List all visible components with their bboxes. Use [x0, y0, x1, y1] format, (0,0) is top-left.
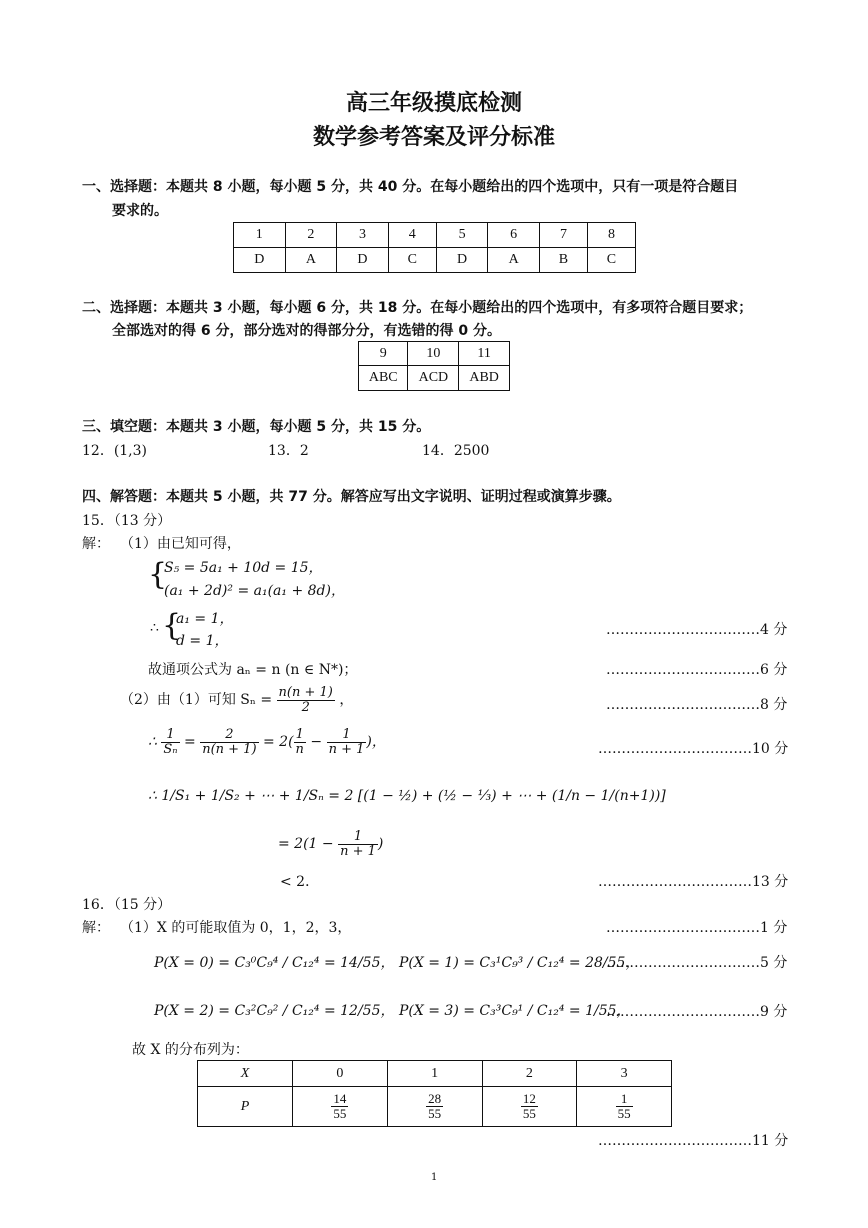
q16-label: 16．（15 分）: [82, 897, 172, 913]
q15-formula: 故通项公式为 aₙ = n (n ∈ N*)；: [148, 662, 358, 678]
distribution-table: [197, 1060, 672, 1127]
table-cell: ABD: [459, 366, 510, 391]
fraction-num: 1: [338, 830, 378, 845]
q16-jie: 解：: [82, 920, 110, 936]
table-cell: 0: [293, 1061, 388, 1087]
q15-part2-text: （2）由（1）可知 Sₙ =: [120, 692, 273, 709]
table-cell: 9: [359, 342, 408, 366]
fraction: [338, 830, 378, 858]
fraction-num: 28: [428, 1091, 442, 1107]
fraction-den: 55: [617, 1106, 631, 1121]
table-cell: 1: [387, 1061, 482, 1087]
minus: −: [310, 734, 323, 751]
fraction-den: 55: [333, 1106, 347, 1121]
page-title: 高三年级摸底检测: [345, 91, 522, 116]
q16-p2-p3: P(X = 2) = C₃²C₉² / C₁₂⁴ = 12/55， P(X = 3) = C₃³C₉¹ / C₁₂⁴ = 1/55，: [154, 1003, 631, 1019]
fraction-num: 1: [616, 1092, 633, 1107]
text: = 2(1 −: [278, 836, 334, 853]
fraction: [426, 1092, 443, 1120]
brace-icon: {: [148, 557, 168, 592]
table-cell: A: [285, 248, 337, 273]
therefore-icon: ∴: [148, 734, 157, 751]
q15-line2: [148, 728, 386, 756]
table-cell: C: [587, 248, 635, 273]
fraction-num: n(n + 1): [278, 685, 333, 700]
table-row: [198, 1087, 672, 1127]
table-cell: B: [539, 248, 587, 273]
q15-part2: [120, 686, 353, 714]
score-11: ……………………………11 分: [598, 1133, 789, 1149]
section1-heading-cont: 要求的。: [112, 203, 168, 219]
section1-heading: 一、选择题：本题共 8 小题，每小题 5 分，共 40 分。在每小题给出的四个选项中，只有一项是符合题目: [82, 179, 739, 195]
page-number: 1: [431, 1172, 438, 1183]
table-row: [234, 223, 636, 248]
fraction-den: 2: [301, 699, 310, 715]
q15-line4: [278, 830, 383, 858]
table-row: [198, 1061, 672, 1087]
text: = 2(: [262, 734, 294, 751]
answer-table-2: [358, 341, 510, 391]
table-cell: D: [234, 248, 286, 273]
fraction: [200, 728, 258, 756]
table-cell: 7: [539, 223, 587, 248]
fraction-num: 2: [200, 728, 258, 743]
table-cell: 4: [388, 223, 436, 248]
answer-12: 12．(1,3): [82, 443, 148, 459]
table-cell: 2: [285, 223, 337, 248]
table-cell: 1: [234, 223, 286, 248]
table-cell: X: [198, 1061, 293, 1087]
q15-part1-intro: （1）由已知可得，: [120, 536, 241, 552]
q16-part1: （1）X 的可能取值为 0，1，2，3，: [120, 920, 352, 936]
fraction-den: n + 1: [328, 741, 365, 757]
fraction: [294, 728, 306, 756]
table-cell: [387, 1087, 482, 1127]
fraction: [521, 1092, 538, 1120]
table-cell: D: [337, 248, 389, 273]
table-cell: 3: [577, 1061, 672, 1087]
fraction-den: Sₙ: [163, 741, 178, 757]
fraction-den: n(n + 1): [202, 741, 257, 757]
table-cell: [577, 1087, 672, 1127]
table-cell: [482, 1087, 577, 1127]
score-1: ……………………………1 分: [606, 920, 788, 936]
fraction-num: 1: [161, 728, 179, 743]
table-cell: 6: [488, 223, 540, 248]
q15-label: 15．（13 分）: [82, 513, 172, 529]
answer-table-1: [233, 222, 636, 273]
fraction: [277, 686, 335, 714]
therefore-icon: ∴: [150, 620, 159, 636]
table-cell: C: [388, 248, 436, 273]
q15-line5: < 2．: [280, 874, 320, 890]
answer-13: 13．2: [268, 443, 309, 459]
table-row: [359, 342, 510, 366]
score-8: ……………………………8 分: [606, 697, 788, 713]
score-5: ……………………………5 分: [606, 955, 788, 971]
score-13: ……………………………13 分: [598, 874, 789, 890]
text: )，: [366, 734, 386, 751]
fraction-den: n: [295, 741, 304, 757]
table-cell: 3: [337, 223, 389, 248]
table-cell: D: [436, 248, 488, 273]
table-cell: 5: [436, 223, 488, 248]
q16-p0-p1: P(X = 0) = C₃⁰C₉⁴ / C₁₂⁴ = 14/55， P(X = 1) = C₃¹C₉³ / C₁₂⁴ = 28/55，: [154, 955, 640, 971]
q15-eq2: (a₁ + 2d)² = a₁(a₁ + 8d)，: [164, 583, 345, 599]
table-cell: 11: [459, 342, 510, 366]
fraction: [616, 1092, 633, 1120]
section4-heading: 四、解答题：本题共 5 小题，共 77 分。解答应写出文字说明、证明过程或演算步骤。: [82, 489, 621, 505]
fraction-den: n + 1: [340, 843, 376, 859]
q15-sum-lhs: 1/S₁ + 1/S₂ + ⋯ + 1/Sₙ: [161, 788, 324, 804]
table-cell: A: [488, 248, 540, 273]
table-row: [359, 366, 510, 391]
section2-heading: 二、选择题：本题共 3 小题，每小题 6 分，共 18 分。在每小题给出的四个选项中，有多项符合题目要求；: [82, 300, 753, 316]
table-cell: 10: [408, 342, 459, 366]
q15-sum-rhs: = 2 [(1 − ½) + (½ − ⅓) + ⋯ + (1/n − 1/(n+1))]: [328, 788, 666, 804]
fraction-num: 1: [294, 728, 306, 743]
score-4: ……………………………4 分: [606, 622, 788, 638]
table-cell: ACD: [408, 366, 459, 391]
section2-heading-cont: 全部选对的得 6 分，部分选对的得部分分，有选错的得 0 分。: [112, 323, 501, 339]
fraction: [161, 728, 179, 756]
therefore-icon: ∴: [148, 788, 157, 804]
table-cell: P: [198, 1087, 293, 1127]
q15-res2: d = 1，: [176, 633, 229, 649]
q15-line3: [148, 788, 666, 804]
equals: =: [184, 734, 196, 751]
table-row: [234, 248, 636, 273]
table-cell: 2: [482, 1061, 577, 1087]
table-cell: 8: [587, 223, 635, 248]
table-cell: [293, 1087, 388, 1127]
page-subtitle: 数学参考答案及评分标准: [312, 125, 555, 150]
fraction: [331, 1092, 348, 1120]
table-cell: ABC: [359, 366, 408, 391]
fraction-den: 55: [522, 1106, 536, 1121]
score-10: ……………………………10 分: [598, 741, 789, 757]
brace-icon: {: [162, 608, 182, 643]
section3-heading: 三、填空题：本题共 3 小题，每小题 5 分，共 15 分。: [82, 419, 431, 435]
q15-jie: 解：: [82, 536, 110, 552]
score-6: ……………………………6 分: [606, 662, 788, 678]
fraction-num: 14: [333, 1091, 347, 1107]
fraction-num: 1: [327, 728, 367, 743]
comma: ，: [339, 692, 354, 709]
score-9: ……………………………9 分: [606, 1004, 788, 1020]
q15-res1: a₁ = 1，: [176, 611, 234, 627]
fraction: [327, 728, 367, 756]
q16-dist-intro: 故 X 的分布列为：: [132, 1042, 249, 1058]
answer-14: 14．2500: [422, 443, 490, 459]
q15-eq1: S₅ = 5a₁ + 10d = 15，: [164, 560, 323, 576]
text: ): [377, 836, 384, 853]
fraction-den: 55: [428, 1106, 442, 1121]
fraction-num: 12: [522, 1091, 536, 1107]
